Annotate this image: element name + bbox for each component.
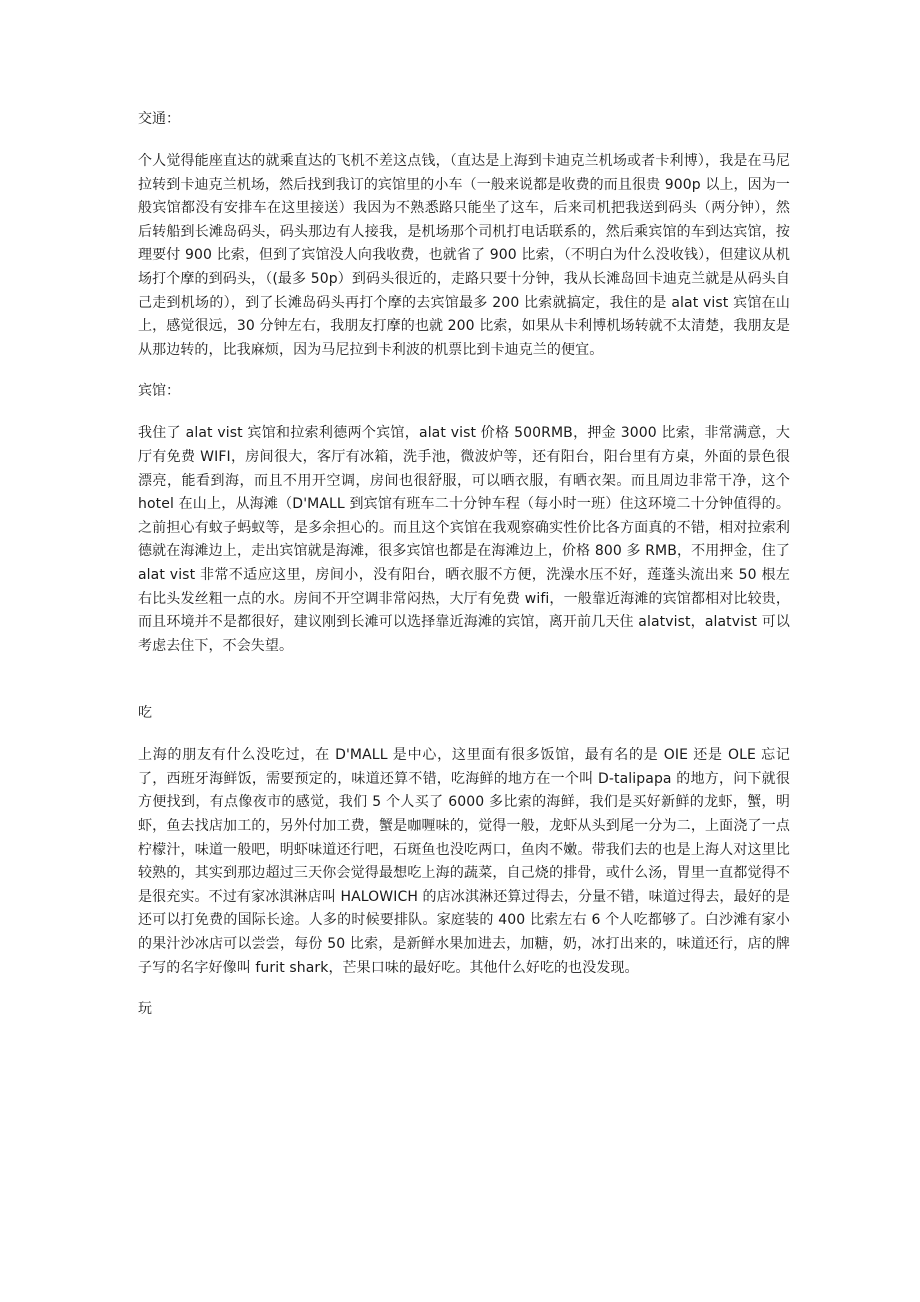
section-heading-hotel: 宾馆： [138, 383, 180, 400]
section-heading-play: 玩 [138, 1001, 152, 1018]
section-body-hotel: 我住了 alat vist 宾馆和拉索利德两个宾馆，alat vist 价格 500RMB，押金 3000 比索，非常满意，大厅有免费 WIFI，房间很大，客厅有冰箱，洗手池，微波炉等，还有阳台，阳台里有方桌，外面的景色很漂亮，能看到海，而且不用开空调，房间也很舒服，可以晒衣服，有晒衣架。而且周边非常干净，这个 hotel 在山上，从海滩（D'MALL 到宾馆有班车二十分钟车程（每小时一班）住这环境二十分钟值得的。之前担心有蚊子蚂蚁等，是多余担心的。而且这个宾馆在我观察确实性价比各方面真的不错，相对拉索利德就在海滩边上，走出宾馆就是海滩，很多宾馆也都是在海滩边上，价格 800 多 RMB，不用押金，住了 alat vist 非常不适应这里，房间小，没有阳台，晒衣服不方便，洗澡水压不好，莲蓬头流出来 50 根左右比头发丝粗一点的水。房间不开空调非常闷热，大厅有免费 wifi，一般靠近海滩的宾馆都相对比较贵，而且环境并不是都很好，建议刚到长滩可以选择靠近海滩的宾馆，离开前几天住 alatvist，alatvist 可以考虑去住下，不会失望。 [138, 425, 790, 654]
section-body-traffic: 个人觉得能座直达的就乘直达的飞机不差这点钱，（直达是上海到卡迪克兰机场或者卡利博），我是在马尼拉转到卡迪克兰机场，然后找到我订的宾馆里的小车（一般来说都是收费的而且很贵 900p 以上，因为一般宾馆都没有安排车在这里接送）我因为不熟悉路只能坐了这车，后来司机把我送到码头（两分钟），然后转船到长滩岛码头，码头那边有人接我，是机场那个司机打电话联系的，然后乘宾馆的车到达宾馆，按理要付 900 比索，但到了宾馆没人向我收费，也就省了 900 比索，（不明白为什么没收钱），但建议从机场打个摩的到码头，（(最多 50p）到码头很近的，走路只要十分钟，我从长滩岛回卡迪克兰就是从码头自己走到机场的），到了长滩岛码头再打个摩的去宾馆最多 200 比索就搞定，我住的是 alat vist 宾馆在山上，感觉很远，30 分钟左右，我朋友打摩的也就 200 比索，如果从卡利博机场转就不太清楚，我朋友是从那边转的，比我麻烦，因为马尼拉到卡利波的机票比到卡迪克兰的便宜。 [138, 153, 790, 358]
section-heading-food: 吃 [138, 705, 152, 722]
section-body-food: 上海的朋友有什么没吃过，在 D'MALL 是中心，这里面有很多饭馆，最有名的是 OIE 还是 OLE 忘记了，西班牙海鲜饭，需要预定的，味道还算不错，吃海鲜的地方在一个叫 D-talipapa 的地方，问下就很方便找到，有点像夜市的感觉，我们 5 个人买了 6000 多比索的海鲜，我们是买好新鲜的龙虾，蟹，明虾，鱼去找店加工的，另外付加工费，蟹是咖喱味的，觉得一般，龙虾从头到尾一分为二，上面浇了一点柠檬汁，味道一般吧，明虾味道还行吧，石斑鱼也没吃两口，鱼肉不嫩。带我们去的也是上海人对这里比较熟的，其实到那边超过三天你会觉得最想吃上海的蔬菜，自己烧的排骨，或什么汤，胃里一直都觉得不是很充实。不过有家冰淇淋店叫 HALOWICH 的店冰淇淋还算过得去，分量不错，味道过得去，最好的是还可以打免费的国际长途。人多的时候要排队。家庭装的 400 比索左右 6 个人吃都够了。白沙滩有家小的果汁沙冰店可以尝尝，每份 50 比索，是新鲜水果加进去，加糖，奶，冰打出来的，味道还行，店的牌子写的名字好像叫 furit shark，芒果口味的最好吃。其他什么好吃的也没发现。 [138, 747, 790, 976]
section-heading-traffic: 交通： [138, 111, 180, 127]
document-page [138, 108, 790, 1020]
